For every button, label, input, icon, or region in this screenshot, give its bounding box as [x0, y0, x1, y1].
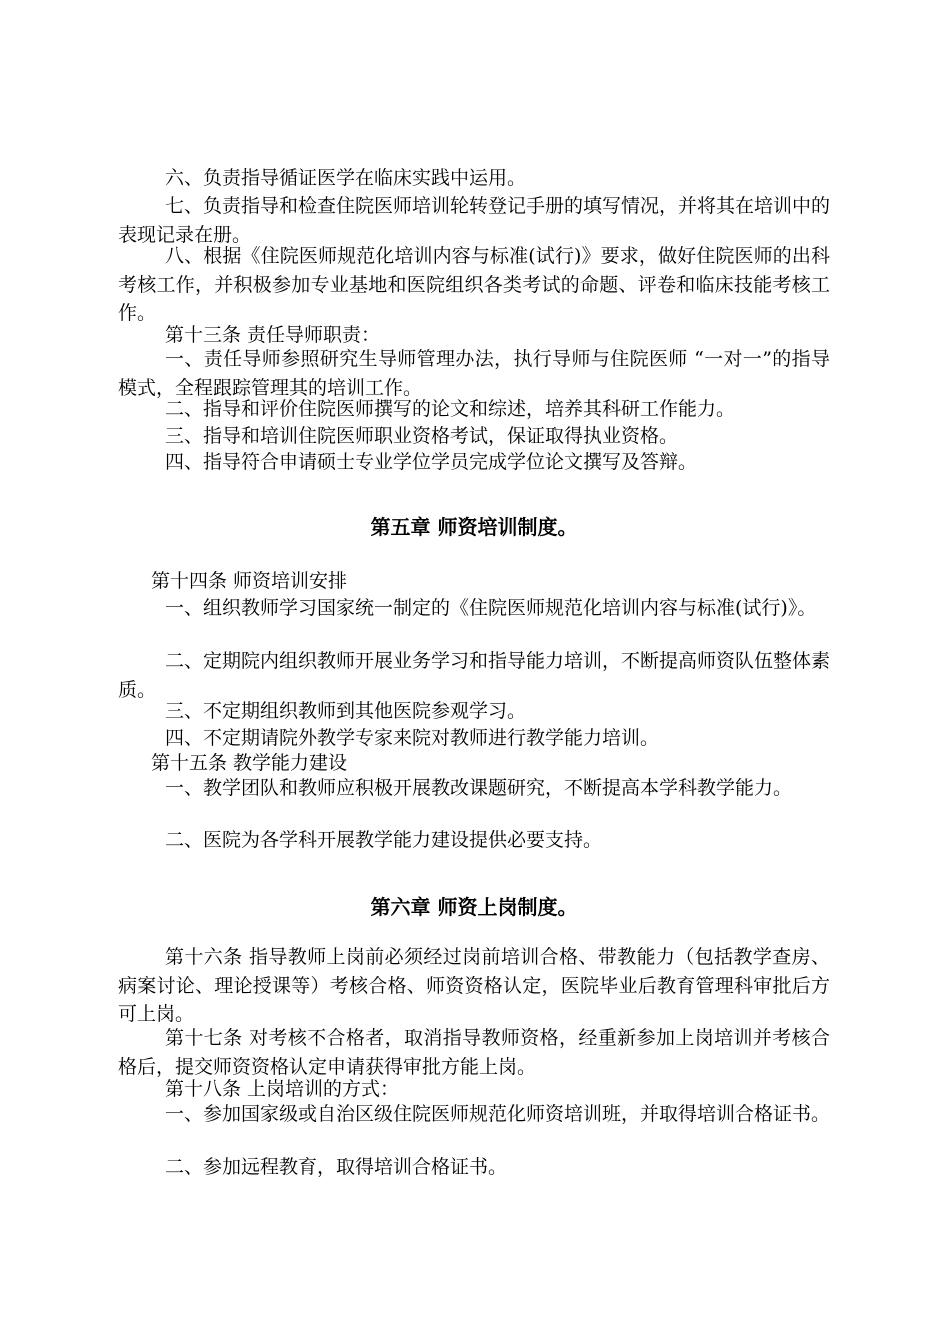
article-14-item-4: 四、不定期请院外教学专家来院对教师进行教学能力培训。	[165, 727, 660, 749]
article-15-item-2: 二、医院为各学科开展教学能力建设提供必要支持。	[165, 829, 603, 851]
article-17: 第十七条 对考核不合格者，取消指导教师资格，经重新参加上岗培训并考核合格后，提交师资资格认定申请获得审批方能上岗。	[118, 1027, 830, 1078]
article-14-item-2: 二、定期院内组织教师开展业务学习和指导能力培训，不断提高师资队伍整体素质。	[118, 650, 831, 701]
article-13-heading: 第十三条 责任导师职责：	[165, 324, 381, 346]
article-14-heading: 第十四条 师资培训安排	[151, 570, 348, 592]
article-18-heading: 第十八条 上岗培训的方式：	[165, 1078, 400, 1100]
article-14-item-1: 一、组织教师学习国家统一制定的《住院医师规范化培训内容与标准(试行)》。	[165, 597, 817, 619]
chapter-5-title: 第五章 师资培训制度。	[370, 515, 578, 539]
item-seven: 七、负责指导和检查住院医师培训轮转登记手册的填写情况，并将其在培训中的表现记录在册。	[118, 195, 831, 246]
article-18-item-2: 二、参加远程教育，取得培训合格证书。	[165, 1156, 508, 1178]
article-14-item-3: 三、不定期组织教师到其他医院参观学习。	[165, 700, 527, 722]
article-15-heading: 第十五条 教学能力建设	[151, 752, 348, 774]
article-16: 第十六条 指导教师上岗前必须经过岗前培训合格、带教能力（包括教学查房、病案讨论、理论授课等）考核合格、师资资格认定，医院毕业后教育管理科审批后方可上岗。	[118, 946, 830, 1026]
article-15-item-1: 一、教学团队和教师应积极开展教改课题研究，不断提高本学科教学能力。	[165, 777, 793, 799]
article-13-item-4: 四、指导符合申请硕士专业学位学员完成学位论文撰写及答辩。	[165, 451, 698, 473]
item-six: 六、负责指导循证医学在临床实践中运用。	[165, 167, 527, 189]
item-eight: 八、根据《住院医师规范化培训内容与标准(试行)》要求，做好住院医师的出科考核工作，并积极参加专业基地和医院组织各类考试的命题、评卷和临床技能考核工作。	[118, 245, 830, 325]
chapter-6-title: 第六章 师资上岗制度。	[370, 895, 578, 919]
article-18-item-1: 一、参加国家级或自治区级住院医师规范化师资培训班，并取得培训合格证书。	[165, 1103, 831, 1125]
article-13-item-1: 一、责任导师参照研究生导师管理办法，执行导师与住院医师 “一对一”的指导模式，全程跟踪管理其的培训工作。	[118, 348, 830, 399]
article-13-item-2: 二、指导和评价住院医师撰写的论文和综述，培养其科研工作能力。	[165, 398, 736, 420]
article-13-item-3: 三、指导和培训住院医师职业资格考试，保证取得执业资格。	[165, 425, 679, 447]
